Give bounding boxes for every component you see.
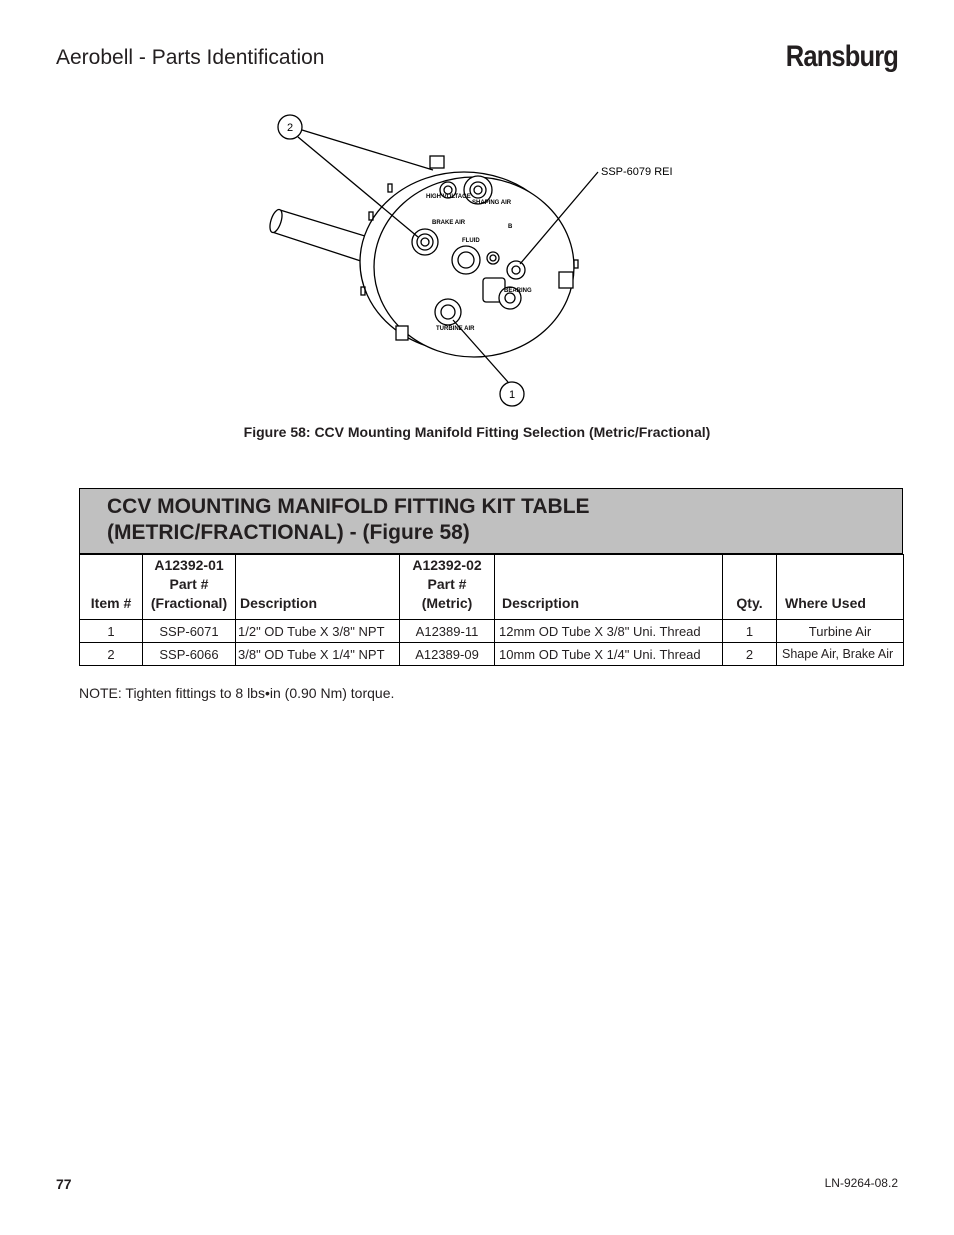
cell-description-metric: 10mm OD Tube X 1/4" Uni. Thread <box>495 643 723 666</box>
label-brake-air: BRAKE AIR <box>432 220 466 226</box>
page-number: 77 <box>56 1176 72 1192</box>
col-header-where-used: Where Used <box>777 555 904 620</box>
col-header-description: Description <box>236 555 400 620</box>
manifold-figure <box>268 112 688 412</box>
torque-note: NOTE: Tighten fittings to 8 lbs•in (0.90 Nm) torque. <box>79 685 395 701</box>
label-bearing: BEARING <box>504 288 532 294</box>
table-title-line2: (METRIC/FRACTIONAL) - (Figure 58) <box>107 521 470 544</box>
document-number: LN-9264-08.2 <box>824 1176 898 1190</box>
callout-1: 1 <box>508 389 516 401</box>
cell-where-used: Turbine Air <box>777 620 904 643</box>
cell-qty: 1 <box>723 620 777 643</box>
col-header-item: Item # <box>80 555 143 620</box>
table-title <box>79 488 903 554</box>
cell-item: 2 <box>80 643 143 666</box>
table-row <box>80 620 904 643</box>
label-turbine-air: TURBINE AIR <box>436 326 475 332</box>
table-header-row <box>80 555 904 620</box>
cell-metric-part: A12389-09 <box>400 643 495 666</box>
brand-logo: Ransburg <box>785 40 898 73</box>
cell-item: 1 <box>80 620 143 643</box>
col-header-description-metric: Description <box>495 555 723 620</box>
cell-description: 1/2" OD Tube X 3/8" NPT <box>236 620 400 643</box>
page-title: Aerobell - Parts Identification <box>56 46 325 69</box>
fitting-kit-table <box>79 488 903 666</box>
manifold-drawing <box>268 112 688 412</box>
cell-fractional-part: SSP-6071 <box>143 620 236 643</box>
label-b: B <box>508 224 513 230</box>
parts-table <box>79 554 904 666</box>
table-row <box>80 643 904 666</box>
figure-caption: Figure 58: CCV Mounting Manifold Fitting Selection (Metric/Fractional) <box>243 424 711 440</box>
callout-2: 2 <box>286 122 294 134</box>
col-header-qty: Qty. <box>723 555 777 620</box>
col-header-fractional-part: A12392-01 Part # (Fractional) <box>143 555 236 620</box>
label-high-voltage: HIGH VOLTAGE <box>426 194 471 200</box>
cell-metric-part: A12389-11 <box>400 620 495 643</box>
cell-description-metric: 12mm OD Tube X 3/8" Uni. Thread <box>495 620 723 643</box>
label-shaping-air: SHAPING AIR <box>472 200 512 206</box>
ref-label: SSP-6079 REI <box>601 166 673 178</box>
cell-description: 3/8" OD Tube X 1/4" NPT <box>236 643 400 666</box>
cell-fractional-part: SSP-6066 <box>143 643 236 666</box>
col-header-metric-part: A12392-02 Part # (Metric) <box>400 555 495 620</box>
table-title-line1: CCV MOUNTING MANIFOLD FITTING KIT TABLE <box>107 495 590 518</box>
label-fluid: FLUID <box>462 238 480 244</box>
cell-qty: 2 <box>723 643 777 666</box>
cell-where-used: Shape Air, Brake Air <box>777 643 904 666</box>
